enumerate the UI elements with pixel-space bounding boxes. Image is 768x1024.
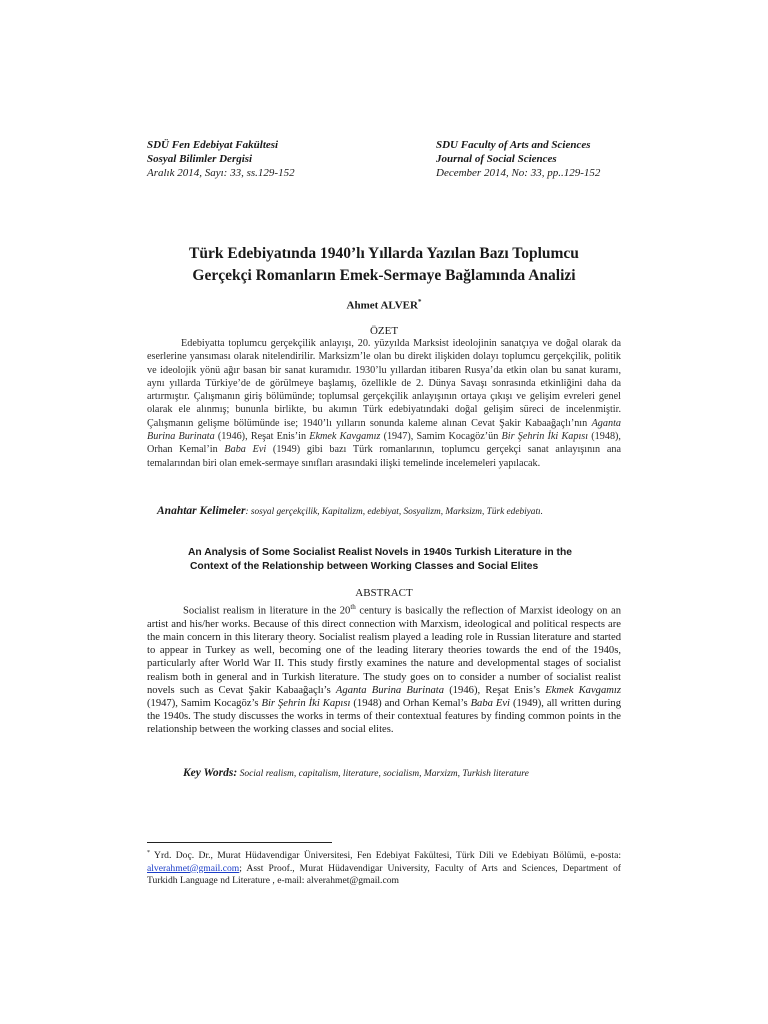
title-tr-line-2: Gerçekçi Romanların Emek-Sermaye Bağlamında Analizi (192, 267, 576, 284)
article-title-en (188, 546, 628, 574)
abstract-paragraph (147, 601, 621, 737)
ozet-book-4: Baba Evi (224, 444, 267, 456)
abstract-book-4: Baba Evi (470, 697, 511, 709)
faculty-name-en: SDU Faculty of Arts and Sciences (436, 139, 591, 151)
keywords-en-label: Key Words: (183, 767, 238, 779)
author (147, 298, 621, 312)
ozet-book-1: Aganta Burina Burinata (147, 417, 621, 443)
title-tr-line-1: Türk Edebiyatında 1940’lı Yıllarda Yazılan Bazı Toplumcu (189, 245, 579, 262)
faculty-name-tr: SDÜ Fen Edebiyat Fakültesi (147, 139, 279, 151)
keywords-tr-label: Anahtar Kelimeler (157, 505, 246, 517)
ozet-book-3: Bir Şehrin İki Kapısı (501, 431, 589, 443)
abstract-book-1: Aganta Burina Burinata (335, 684, 445, 696)
title-en-line-2: Context of the Relationship between Working Classes and Social Elites (190, 561, 539, 572)
journal-header-tr (147, 138, 295, 180)
ozet-text-4: (1948), Orhan Kemal’in (147, 431, 621, 456)
article-title-tr (147, 243, 621, 287)
ozet-text-1: Edebiyatta toplumcu gerçekçilik anlayışı, 20. yüzyılda Marksist ideolojinin sanatçıya ve doğal olarak da eserlerine yansıması olarak nitelendirilir. Marksizm’le olan bu direkt ilişkiden dolayı toplumcu gerçekçilik, politik ve ideolojik yönü ağır basan bir sanat kuramıdır. 1930’lu yıllardan itibaren Rusya’da etkin olan bu sanat kuramı, aynı yıllarda Türkiye’de de görülmeye başlamış, özellikle de 2. Dünya Savaşı sonrasında etkinliğini daha da artırmıştır. Çalışmanın giriş bölümünde; toplumsal gerçekçilik anlayışının ortaya çıkışı ve gelişim evreleri genel olarak ele alınmış; bununla birlikte, bu akımın Türk edebiyatındaki doğal gelişim süreci de incelenmiştir. Çalışmanın gelişme bölümünde ise; 1940’lı yılların sonunda kaleme alınan Cevat Şakir Kabaağaçlı’nın (147, 338, 621, 429)
footnote-divider (147, 842, 332, 843)
ozet-book-2: Ekmek Kavgamız (309, 431, 381, 443)
keywords-en (183, 767, 623, 779)
ozet-paragraph (147, 337, 621, 470)
abstract-text-2: century is basically the reflection of Marxist ideology on an artist and his/her works. Because of this direct connection with Marxism, ideological and political respects are the main concern in this literary theory. Socialist realism played a leading role in Russian literature and started to appear in Turkey as well, becoming one of the leading literary theories towards the end of the 1940s, particularly after World War II. This study firstly examines the nature and developmental stages of socialist realism both in general and in Turkish literature. The study goes on to consider a number of socialist realist novels such as Cevat Şakir Kabaağaçlı’s (147, 605, 621, 696)
journal-header-en (436, 138, 600, 180)
ozet-body (147, 337, 621, 470)
abstract-book-2: Ekmek Kavgamız (545, 684, 621, 696)
abstract-body (147, 601, 621, 737)
footnote-text-2: ; Asst Proof., Murat Hüdavendigar University, Faculty of Arts and Sciences, Department of Turkidh Language nd Literature , e-mail: alverahmet@gmail.com (147, 862, 621, 886)
keywords-en-values: Social realism, capitalism, literature, socialism, Marxizm, Turkish literature (237, 769, 529, 779)
journal-name-en: Journal of Social Sciences (436, 153, 557, 165)
abstract-superscript: th (350, 603, 356, 611)
abstract-book-3: Bir Şehrin İki Kapısı (261, 697, 351, 709)
author-footnote-mark: * (417, 298, 422, 306)
abstract-text-1: Socialist realism in literature in the 20 (183, 605, 351, 617)
issue-info-tr: Aralık 2014, Sayı: 33, ss.129-152 (147, 167, 295, 179)
abstract-heading: ABSTRACT (355, 587, 413, 599)
abstract-text-5: (1948) and Orhan Kemal’s (350, 697, 471, 709)
abstract-text-3: (1946), Reşat Enis’s (444, 684, 546, 696)
ozet-text-3: (1947), Samim Kocagöz’ün (380, 431, 502, 443)
issue-info-en: December 2014, No: 33, pp..129-152 (436, 167, 601, 179)
footnote (147, 847, 621, 887)
abstract-text-6: (1949), all written during the 1940s. The study discusses the works in terms of their contextual features by finding common points in the relationship between the working classes and social elites. (147, 697, 622, 736)
author-email-link[interactable]: alverahmet@gmail.com (147, 862, 240, 874)
keywords-tr (147, 505, 621, 518)
ozet-text-2: (1946), Reşat Enis’in (214, 431, 310, 443)
footnote-text-1: Yrd. Doç. Dr., Murat Hüdavendigar Üniversitesi, Fen Edebiyat Fakültesi, Türk Dili ve Edebiyatı Bölümü, e-posta: (150, 850, 621, 862)
title-en-line-1: An Analysis of Some Socialist Realist Novels in 1940s Turkish Literature in the (188, 547, 572, 558)
ozet-text-5: (1949) gibi bazı Türk romanlarının, toplumcu gerçekçi sanat anlayışının ana temalarından biri olan emek-sermaye sınıfları arasındaki ilişki temelinde incelemeleri yapılacak. (147, 444, 621, 469)
footnote-mark: * (147, 850, 150, 856)
ozet-heading: ÖZET (369, 325, 399, 337)
keywords-tr-values: : sosyal gerçekçilik, Kapitalizm, edebiyat, Sosyalizm, Marksizm, Türk edebiyatı. (245, 507, 543, 517)
abstract-text-4: (1947), Samim Kocagöz’s (147, 697, 262, 709)
author-name: Ahmet ALVER (346, 299, 418, 312)
journal-name-tr: Sosyal Bilimler Dergisi (147, 153, 253, 165)
